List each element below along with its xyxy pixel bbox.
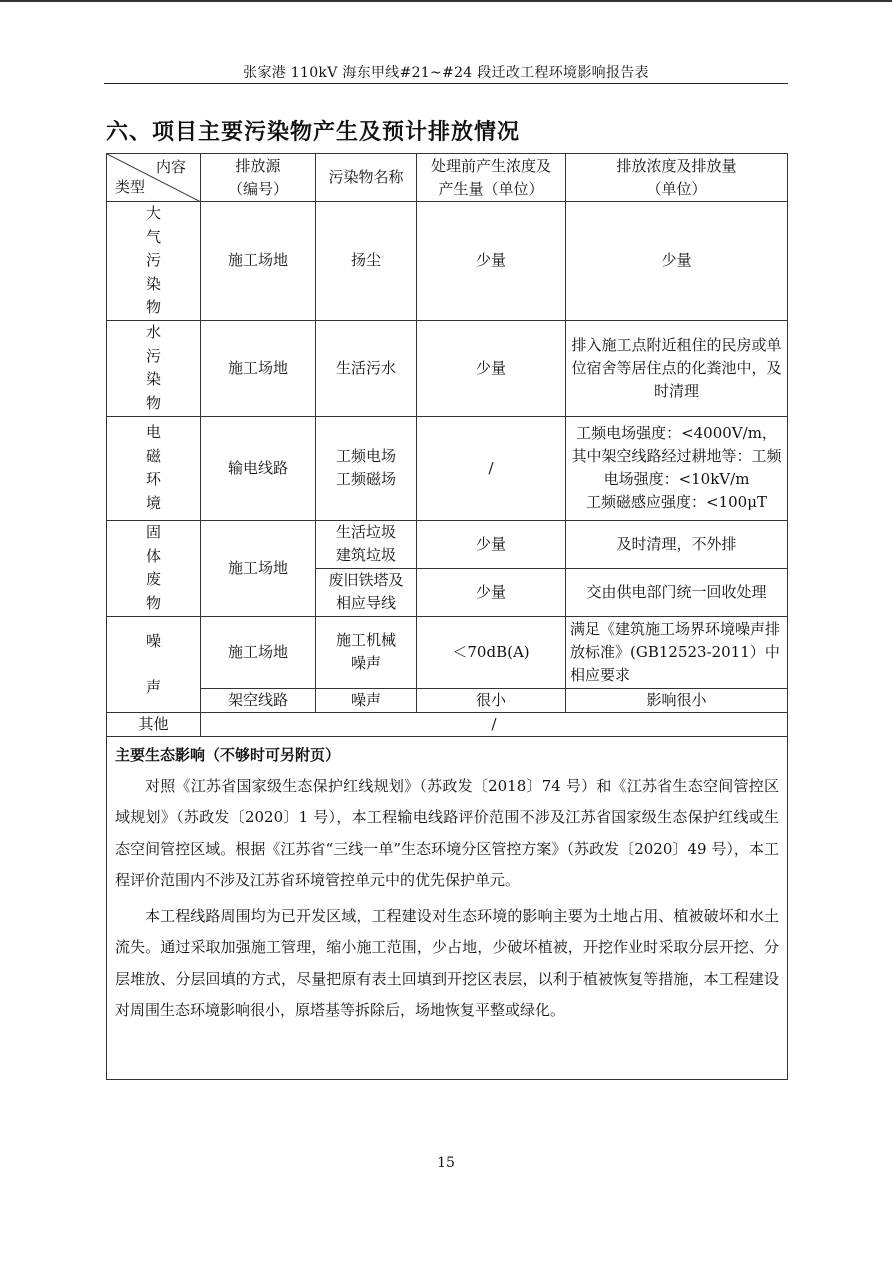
table-header-row	[107, 154, 788, 202]
cell-pollutant-text: 生活垃圾 建筑垃圾	[335, 523, 396, 564]
cell-other-value: /	[201, 712, 788, 736]
cell-source: 施工场地	[201, 320, 316, 416]
eco-impact-row	[107, 736, 788, 1079]
eco-paragraph: 本工程线路周围均为已开发区域，工程建设对生态环境的影响主要为土地占用、植被破坏和水土流失。通过采取加强施工管理，缩小施工范围，少占地，少破坏植被，开挖作业时采取分层开挖、分层堆放、分层回填的方式，尽量把原有表土回填到开挖区表层，以利于植被恢复等措施，本工程建设对周围生态环境影响很小，原塔基等拆除后，场地恢复平整或绿化。	[115, 906, 779, 1019]
cell-pollutant-text: 工频电场 工频磁场	[335, 447, 396, 488]
cell-pollutant	[316, 520, 417, 568]
cell-source: 施工场地	[201, 520, 316, 616]
cell-after: 满足《建筑施工场界环境噪声排放标准》(GB12523-2011）中相应要求	[566, 616, 788, 688]
cell-before: /	[417, 416, 566, 520]
cell-pollutant: 噪声	[316, 688, 417, 712]
cell-pollutant	[316, 568, 417, 616]
header-before	[417, 154, 566, 202]
table-row	[107, 616, 788, 688]
row-type-other: 其他	[107, 712, 201, 736]
table-row	[107, 202, 788, 321]
noise-type	[111, 630, 196, 699]
row-type-noise	[107, 616, 201, 712]
cell-source: 施工场地	[201, 616, 316, 688]
table-row	[107, 320, 788, 416]
header-before-text: 处理前产生浓度及 产生量（单位）	[430, 156, 551, 198]
header-content-label: 内容	[155, 158, 186, 176]
eco-paragraph: 对照《江苏省国家级生态保护红线规划》（苏政发〔2018〕74 号）和《江苏省生态空间管控区域规划》（苏政发〔2020〕1 号），本工程输电线路评价范围不涉及江苏省国家级生态保护红线或生态空间管控区域。根据《江苏省“三线一单”生态环境分区管控方案》（苏政发〔2020〕49 号），本工程评价范围内不涉及江苏省环境管控单元中的优先保护单元。	[115, 776, 779, 889]
table-row	[107, 712, 788, 736]
cell-after: 影响很小	[566, 688, 788, 712]
section-title: 六、项目主要污染物产生及预计排放情况	[106, 120, 521, 145]
cell-after	[566, 416, 788, 520]
type-text: 水污染物	[146, 323, 162, 412]
cell-source: 架空线路	[201, 688, 316, 712]
table-row	[107, 416, 788, 520]
row-type-em	[107, 416, 201, 520]
cell-source: 输电线路	[201, 416, 316, 520]
pollutant-table	[106, 153, 788, 1080]
diagonal-header-cell	[107, 154, 201, 202]
cell-after: 及时清理，不外排	[566, 520, 788, 568]
table-row	[107, 520, 788, 568]
noise-type-bottom: 声	[145, 677, 161, 696]
row-type-water	[107, 320, 201, 416]
noise-type-gap	[111, 653, 196, 676]
header-pollutant-text: 污染物名称	[328, 168, 404, 186]
header-source-text: 排放源 （编号）	[227, 156, 288, 198]
cell-after-text: 工频电场强度：<4000V/m， 其中架空线路经过耕地等：工频电场强度：<10kV/m 工频磁感应强度：<100μT	[571, 424, 782, 511]
cell-before: 少量	[417, 202, 566, 321]
table-row	[107, 688, 788, 712]
running-header: 张家港 110kV 海东甲线#21~#24 段迁改工程环境影响报告表	[243, 65, 649, 81]
cell-pollutant-text: 废旧铁塔及 相应导线	[328, 571, 404, 612]
cell-source: 施工场地	[201, 202, 316, 321]
cell-pollutant: 扬尘	[316, 202, 417, 321]
cell-after: 少量	[566, 202, 788, 321]
row-type-solid	[107, 520, 201, 616]
cell-before: 很小	[417, 688, 566, 712]
cell-before: 少量	[417, 520, 566, 568]
type-text: 固体废物	[146, 523, 162, 612]
type-text: 大气污染物	[146, 204, 162, 316]
noise-type-top: 噪	[145, 631, 161, 650]
page-number: 15	[437, 1155, 455, 1171]
page-top-border	[0, 0, 892, 2]
eco-title: 主要生态影响（不够时可另附页）	[115, 745, 341, 764]
type-text: 电磁环境	[146, 423, 162, 512]
header-type-label: 类型	[115, 178, 146, 196]
cell-after: 排入施工点附近租住的民房或单位宿舍等居住点的化粪池中，及时清理	[566, 320, 788, 416]
header-after-text: 排放浓度及排放量 （单位）	[616, 156, 737, 198]
cell-after: 交由供电部门统一回收处理	[566, 568, 788, 616]
eco-impact-cell	[107, 736, 788, 1079]
cell-pollutant-text: 施工机械 噪声	[335, 631, 396, 672]
cell-before: 少量	[417, 320, 566, 416]
header-source	[201, 154, 316, 202]
cell-before: 少量	[417, 568, 566, 616]
row-type-air	[107, 202, 201, 321]
header-pollutant	[316, 154, 417, 202]
cell-before: ＜70dB(A)	[417, 616, 566, 688]
cell-pollutant	[316, 416, 417, 520]
header-after	[566, 154, 788, 202]
cell-pollutant	[316, 616, 417, 688]
header-rule	[104, 83, 788, 84]
cell-pollutant: 生活污水	[316, 320, 417, 416]
